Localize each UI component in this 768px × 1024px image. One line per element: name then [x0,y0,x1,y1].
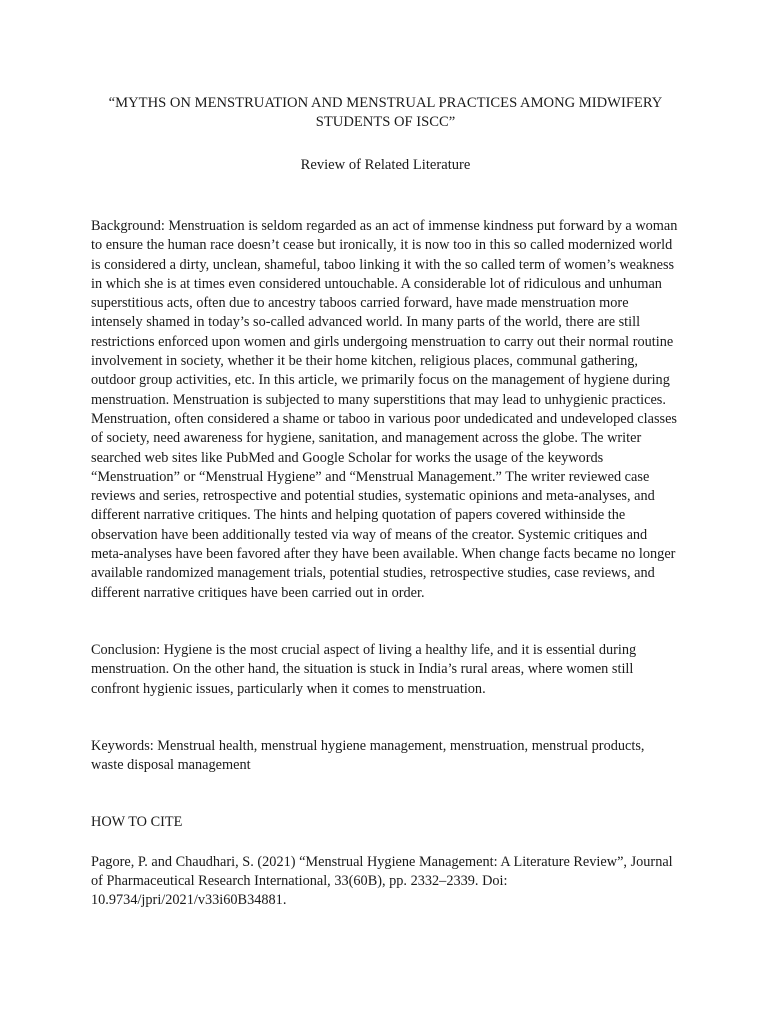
keywords-paragraph: Keywords: Menstrual health, menstrual hygiene management, menstruation, menstrual products, waste disposal management [91,737,645,774]
conclusion-paragraph: Conclusion: Hygiene is the most crucial aspect of living a healthy life, and it is essential during menstruation. On the other hand, the situation is stuck in India’s rural areas, where women still confront hygienic issues, particularly when it comes to menstruation. [91,641,637,697]
how-to-cite-heading: HOW TO CITE [91,814,183,831]
citation-paragraph: Pagore, P. and Chaudhari, S. (2021) “Menstrual Hygiene Management: A Literature Review”, Journal of Pharmaceutical Research International, 33(60B), pp. 2332–2339. Doi: 10.9734/jpri/2021/v33i60B34881. [91,853,673,909]
background-paragraph: Background: Menstruation is seldom regarded as an act of immense kindness put forward by a woman to ensure the human race doesn’t cease but ironically, it is now too in this so called modernized world is considered a dirty, unclean, shameful, taboo linking it with the so called term of women’s weakness in which she is at times even considered untouchable. A considerable lot of ridiculous and unhuman superstitious acts, often due to ancestry taboos carried forward, have made menstruation more intensely shamed in today’s so-called advanced world. In many parts of the world, there are still restrictions enforced upon women and girls undergoing menstruation to carry out their normal routine involvement in society, whether it be their home kitchen, religious places, communal gathering, outdoor group activities, etc. In this article, we primarily focus on the management of hygiene during menstruation. Menstruation is subjected to many superstitions that may lead to unhygienic practices. Menstruation, often considered a shame or taboo in various poor undedicated and undeveloped classes of society, need awareness for hygiene, sanitation, and management across the globe. The writer searched web sites like PubMed and Google Scholar for works the usage of the keywords “Menstruation” or “Menstrual Hygiene” and “Menstrual Management.” The writer reviewed case reviews and series, retrospective and potential studies, systematic opinions and meta-analyses, and different narrative critiques. The hints and helping quotation of papers covered withinside the observation have been additionally tested via way of means of the creator. Systemic critiques and meta-analyses have been favored after they have been available. When change facts became no longer available randomized management trials, potential studies, retrospective studies, case reviews, and different narrative critiques have been carried out in order. [91,218,678,601]
document-subtitle: Review of Related Literature [300,157,471,173]
document-title: “MYTHS ON MENSTRUATION AND MENSTRUAL PRACTICES AMONG MIDWIFERY STUDENTS OF ISCC” [108,95,663,130]
